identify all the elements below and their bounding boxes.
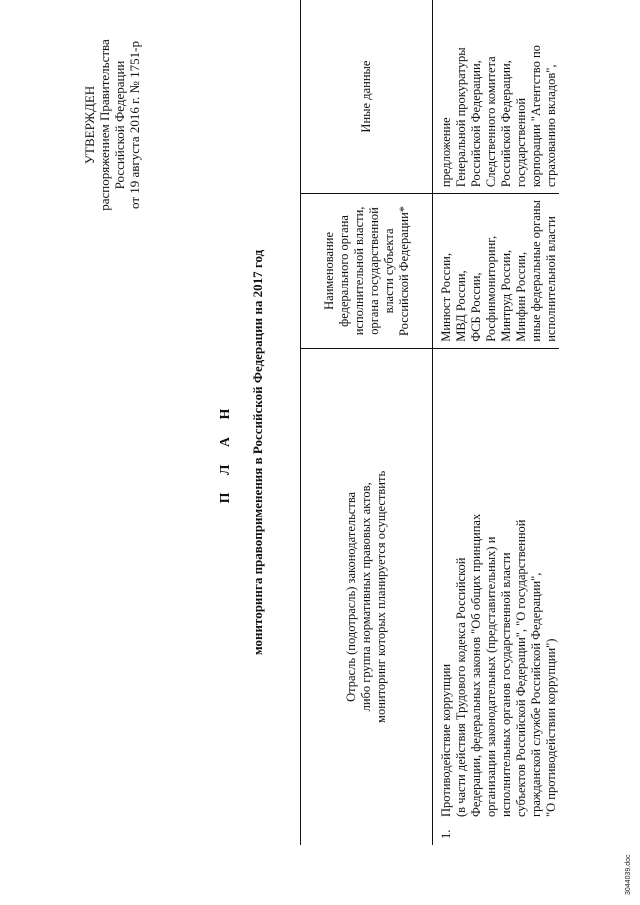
header-other-data: Иные данные xyxy=(301,0,433,194)
approval-block xyxy=(82,25,142,225)
approval-line: распоряжением Правительства xyxy=(97,39,112,211)
approval-line: Российской Федерации xyxy=(112,60,127,190)
table-header-row xyxy=(301,0,433,845)
row-branch-cell: 1.Противодействие коррупции (в части действия Трудового кодекса Российской Федерации, федеральных законов "Об общих принципах организации законодательных (представительных) и исполнительных органов государственной власти субъектов Российской Федерации", "О государственной гражданской службе Российской Федерации", "О противодействии коррупции") xyxy=(433,348,560,845)
approval-line: УТВЕРЖДЕН xyxy=(82,85,97,165)
row-number: 1. xyxy=(439,829,453,839)
header-branch: Отрасль (подотрасль) законодательства либо группа нормативных правовых актов, мониторинг которых планируется осуществить xyxy=(301,348,433,845)
approval-line: от 19 августа 2016 г. № 1751-р xyxy=(127,41,142,209)
header-authority: Наименование федерального органа исполнительной власти, органа государственной власти субъекта Российской Федерации* xyxy=(301,194,433,349)
row-authority-cell: Минюст России, МВД России, ФСБ России, Росфинмониторинг, Минтруд России, Минфин России, иные федеральные органы исполнительной власти xyxy=(433,194,560,349)
plan-table xyxy=(300,0,559,845)
row-other-data-cell: предложение Генеральной прокуратуры Российской Федерации, Следственного комитета Российской Федерации, государственной корпорации "Агентство по страхованию вкладов", xyxy=(439,45,558,188)
document-subtitle: мониторинга правоприменения в Российской Федерации на 2017 год xyxy=(250,249,265,656)
file-footer: 3044039.doc xyxy=(625,854,632,895)
table-row xyxy=(433,0,560,845)
document-title: П Л А Н xyxy=(218,401,233,504)
